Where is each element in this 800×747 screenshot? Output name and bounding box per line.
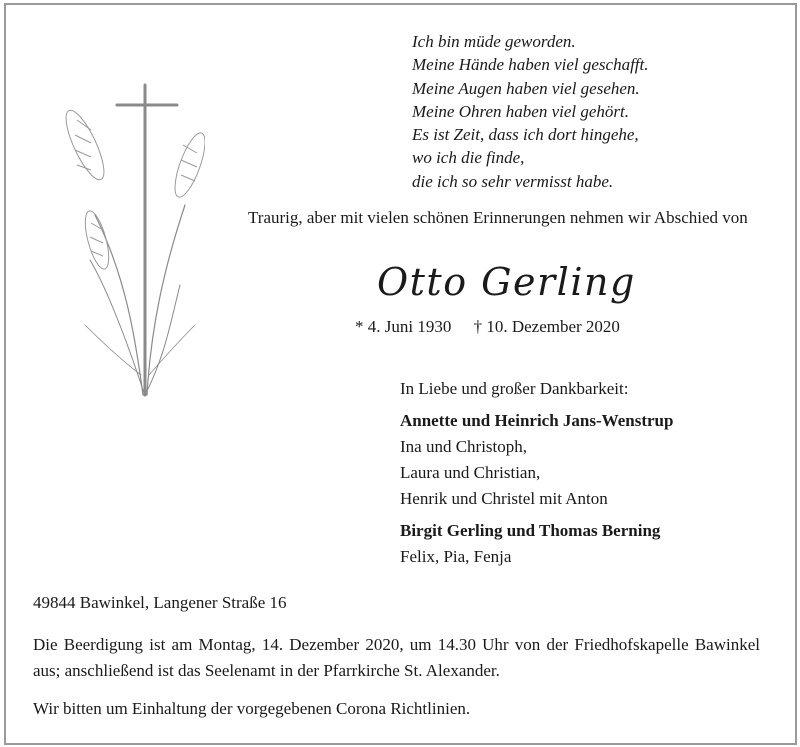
family-member: Ina und Christoph,	[400, 437, 528, 456]
death-date: † 10. Dezember 2020	[473, 317, 620, 336]
life-dates	[355, 317, 620, 337]
poem-line: Meine Hände haben viel geschafft.	[412, 55, 649, 75]
funeral-notice: Die Beerdigung ist am Montag, 14. Dezember 2020, um 14.30 Uhr von der Friedhofskapelle Bawinkel aus; anschließend ist das Seelenamt in der Pfarrkirche St. Alexander.	[33, 635, 760, 680]
deceased-name: Otto Gerling	[377, 260, 636, 304]
poem-line: die ich so sehr vermisst habe.	[412, 171, 614, 191]
cross-with-wheat-icon	[55, 75, 205, 405]
mourners-block	[400, 376, 673, 570]
address: 49844 Bawinkel, Langener Straße 16	[33, 593, 287, 612]
family-member: Henrik und Christel mit Anton	[400, 489, 608, 508]
poem-line: Meine Augen haben viel gesehen.	[412, 78, 640, 98]
family-member: Felix, Pia, Fenja	[400, 547, 512, 566]
poem-line: Meine Ohren haben viel gehört.	[412, 101, 629, 121]
corona-notice: Wir bitten um Einhaltung der vorgegebenen Corona Richtlinien.	[33, 699, 471, 718]
poem-line: Es ist Zeit, dass ich dort hingehe,	[412, 125, 639, 145]
family-name: Birgit Gerling und Thomas Berning	[400, 521, 661, 540]
poem-line: wo ich die finde,	[412, 148, 525, 168]
poem	[412, 30, 649, 193]
poem-line: Ich bin müde geworden.	[412, 32, 576, 51]
intro-text: Traurig, aber mit vielen schönen Erinnerungen nehmen wir Abschied von	[248, 208, 748, 227]
family-member: Laura und Christian,	[400, 463, 541, 482]
birth-date: * 4. Juni 1930	[355, 317, 452, 336]
mourners-heading: In Liebe und großer Dankbarkeit:	[400, 379, 629, 398]
family-name: Annette und Heinrich Jans-Wenstrup	[400, 411, 674, 430]
